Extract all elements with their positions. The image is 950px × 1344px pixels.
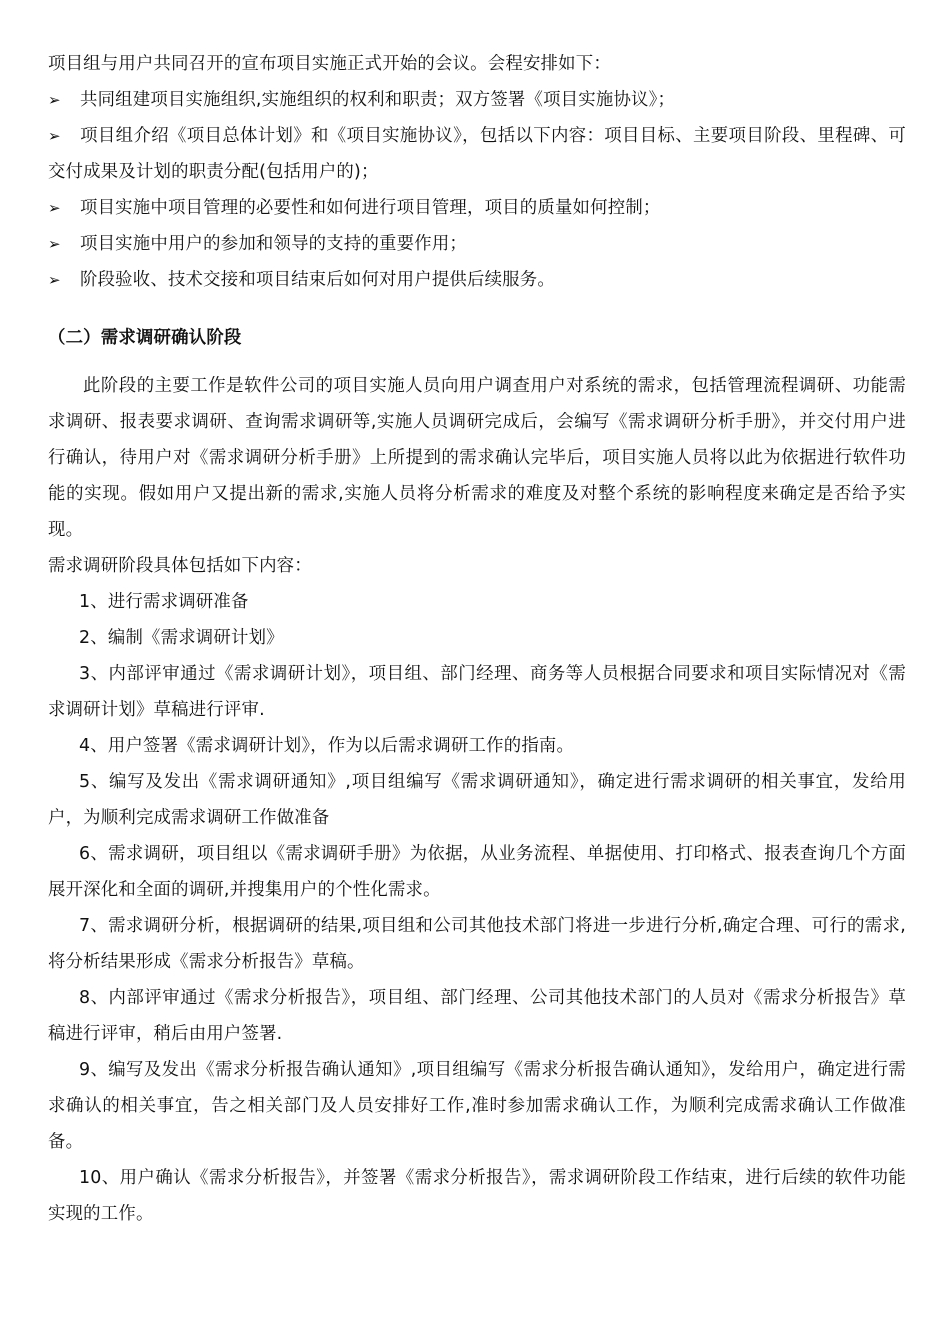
list-item: 3、内部评审通过《需求调研计划》，项目组、部门经理、商务等人员根据合同要求和项目实际情况对《需求调研计划》草稿进行评审. — [48, 664, 906, 720]
bullet-item — [48, 262, 906, 298]
intro-paragraph: 项目组与用户共同召开的宣布项目实施正式开始的会议。会程安排如下： — [48, 54, 611, 74]
bullet-text: 项目实施中项目管理的必要性和如何进行项目管理，项目的质量如何控制； — [80, 198, 661, 218]
list-intro: 需求调研阶段具体包括如下内容： — [48, 556, 312, 576]
list-item: 8、内部评审通过《需求分析报告》，项目组、部门经理、公司其他技术部门的人员对《需求分析报告》草稿进行评审，稍后由用户签署. — [48, 988, 906, 1044]
list-item: 6、需求调研，项目组以《需求调研手册》为依据，从业务流程、单据使用、打印格式、报表查询几个方面展开深化和全面的调研,并搜集用户的个性化需求。 — [48, 844, 906, 900]
arrow-bullet-icon: ➢ — [48, 127, 61, 145]
section-heading: （二）需求调研确认阶段 — [48, 328, 242, 348]
bullet-item — [48, 82, 906, 118]
arrow-bullet-icon: ➢ — [48, 199, 61, 217]
bullet-item — [48, 190, 906, 226]
bullet-text: 项目实施中用户的参加和领导的支持的重要作用； — [80, 234, 467, 254]
list-item: 5、编写及发出《需求调研通知》,项目组编写《需求调研通知》，确定进行需求调研的相关事宜，发给用户，为顺利完成需求调研工作做准备 — [48, 772, 906, 828]
list-item: 9、编写及发出《需求分析报告确认通知》,项目组编写《需求分析报告确认通知》，发给用户，确定进行需求确认的相关事宜，告之相关部门及人员安排好工作,准时参加需求确认工作，为顺利完成需求确认工作做准备。 — [48, 1060, 906, 1152]
arrow-bullet-icon: ➢ — [48, 271, 61, 289]
arrow-bullet-icon: ➢ — [48, 91, 61, 109]
list-item: 1、进行需求调研准备 — [79, 592, 249, 612]
arrow-bullet-icon: ➢ — [48, 235, 61, 253]
bullet-item — [48, 226, 906, 262]
bullet-text: 阶段验收、技术交接和项目结束后如何对用户提供后续服务。 — [80, 270, 555, 290]
section-paragraph: 此阶段的主要工作是软件公司的项目实施人员向用户调查用户对系统的需求，包括管理流程调研、功能需求调研、报表要求调研、查询需求调研等,实施人员调研完成后，会编写《需求调研分析手册》，并交付用户进行确认，待用户对《需求调研分析手册》上所提到的需求确认完毕后，项目实施人员将以此为依据进行软件功能的实现。假如用户又提出新的需求,实施人员将分析需求的难度及对整个系统的影响程度来确定是否给予实现。 — [48, 376, 906, 540]
list-item: 4、用户签署《需求调研计划》，作为以后需求调研工作的指南。 — [79, 736, 575, 756]
bullet-text: 共同组建项目实施组织,实施组织的权利和职责；双方签署《项目实施协议》； — [80, 90, 676, 110]
bullet-item — [48, 118, 906, 190]
bullet-text: 项目组介绍《项目总体计划》和《项目实施协议》，包括以下内容：项目目标、主要项目阶段、里程碑、可交付成果及计划的职责分配(包括用户的)； — [48, 126, 906, 182]
list-item: 7、需求调研分析，根据调研的结果,项目组和公司其他技术部门将进一步进行分析,确定合理、可行的需求,将分析结果形成《需求分析报告》草稿。 — [48, 916, 906, 972]
list-item: 10、用户确认《需求分析报告》，并签署《需求分析报告》，需求调研阶段工作结束，进行后续的软件功能实现的工作。 — [48, 1168, 906, 1224]
document-page — [48, 46, 906, 1232]
list-item: 2、编制《需求调研计划》 — [79, 628, 284, 648]
